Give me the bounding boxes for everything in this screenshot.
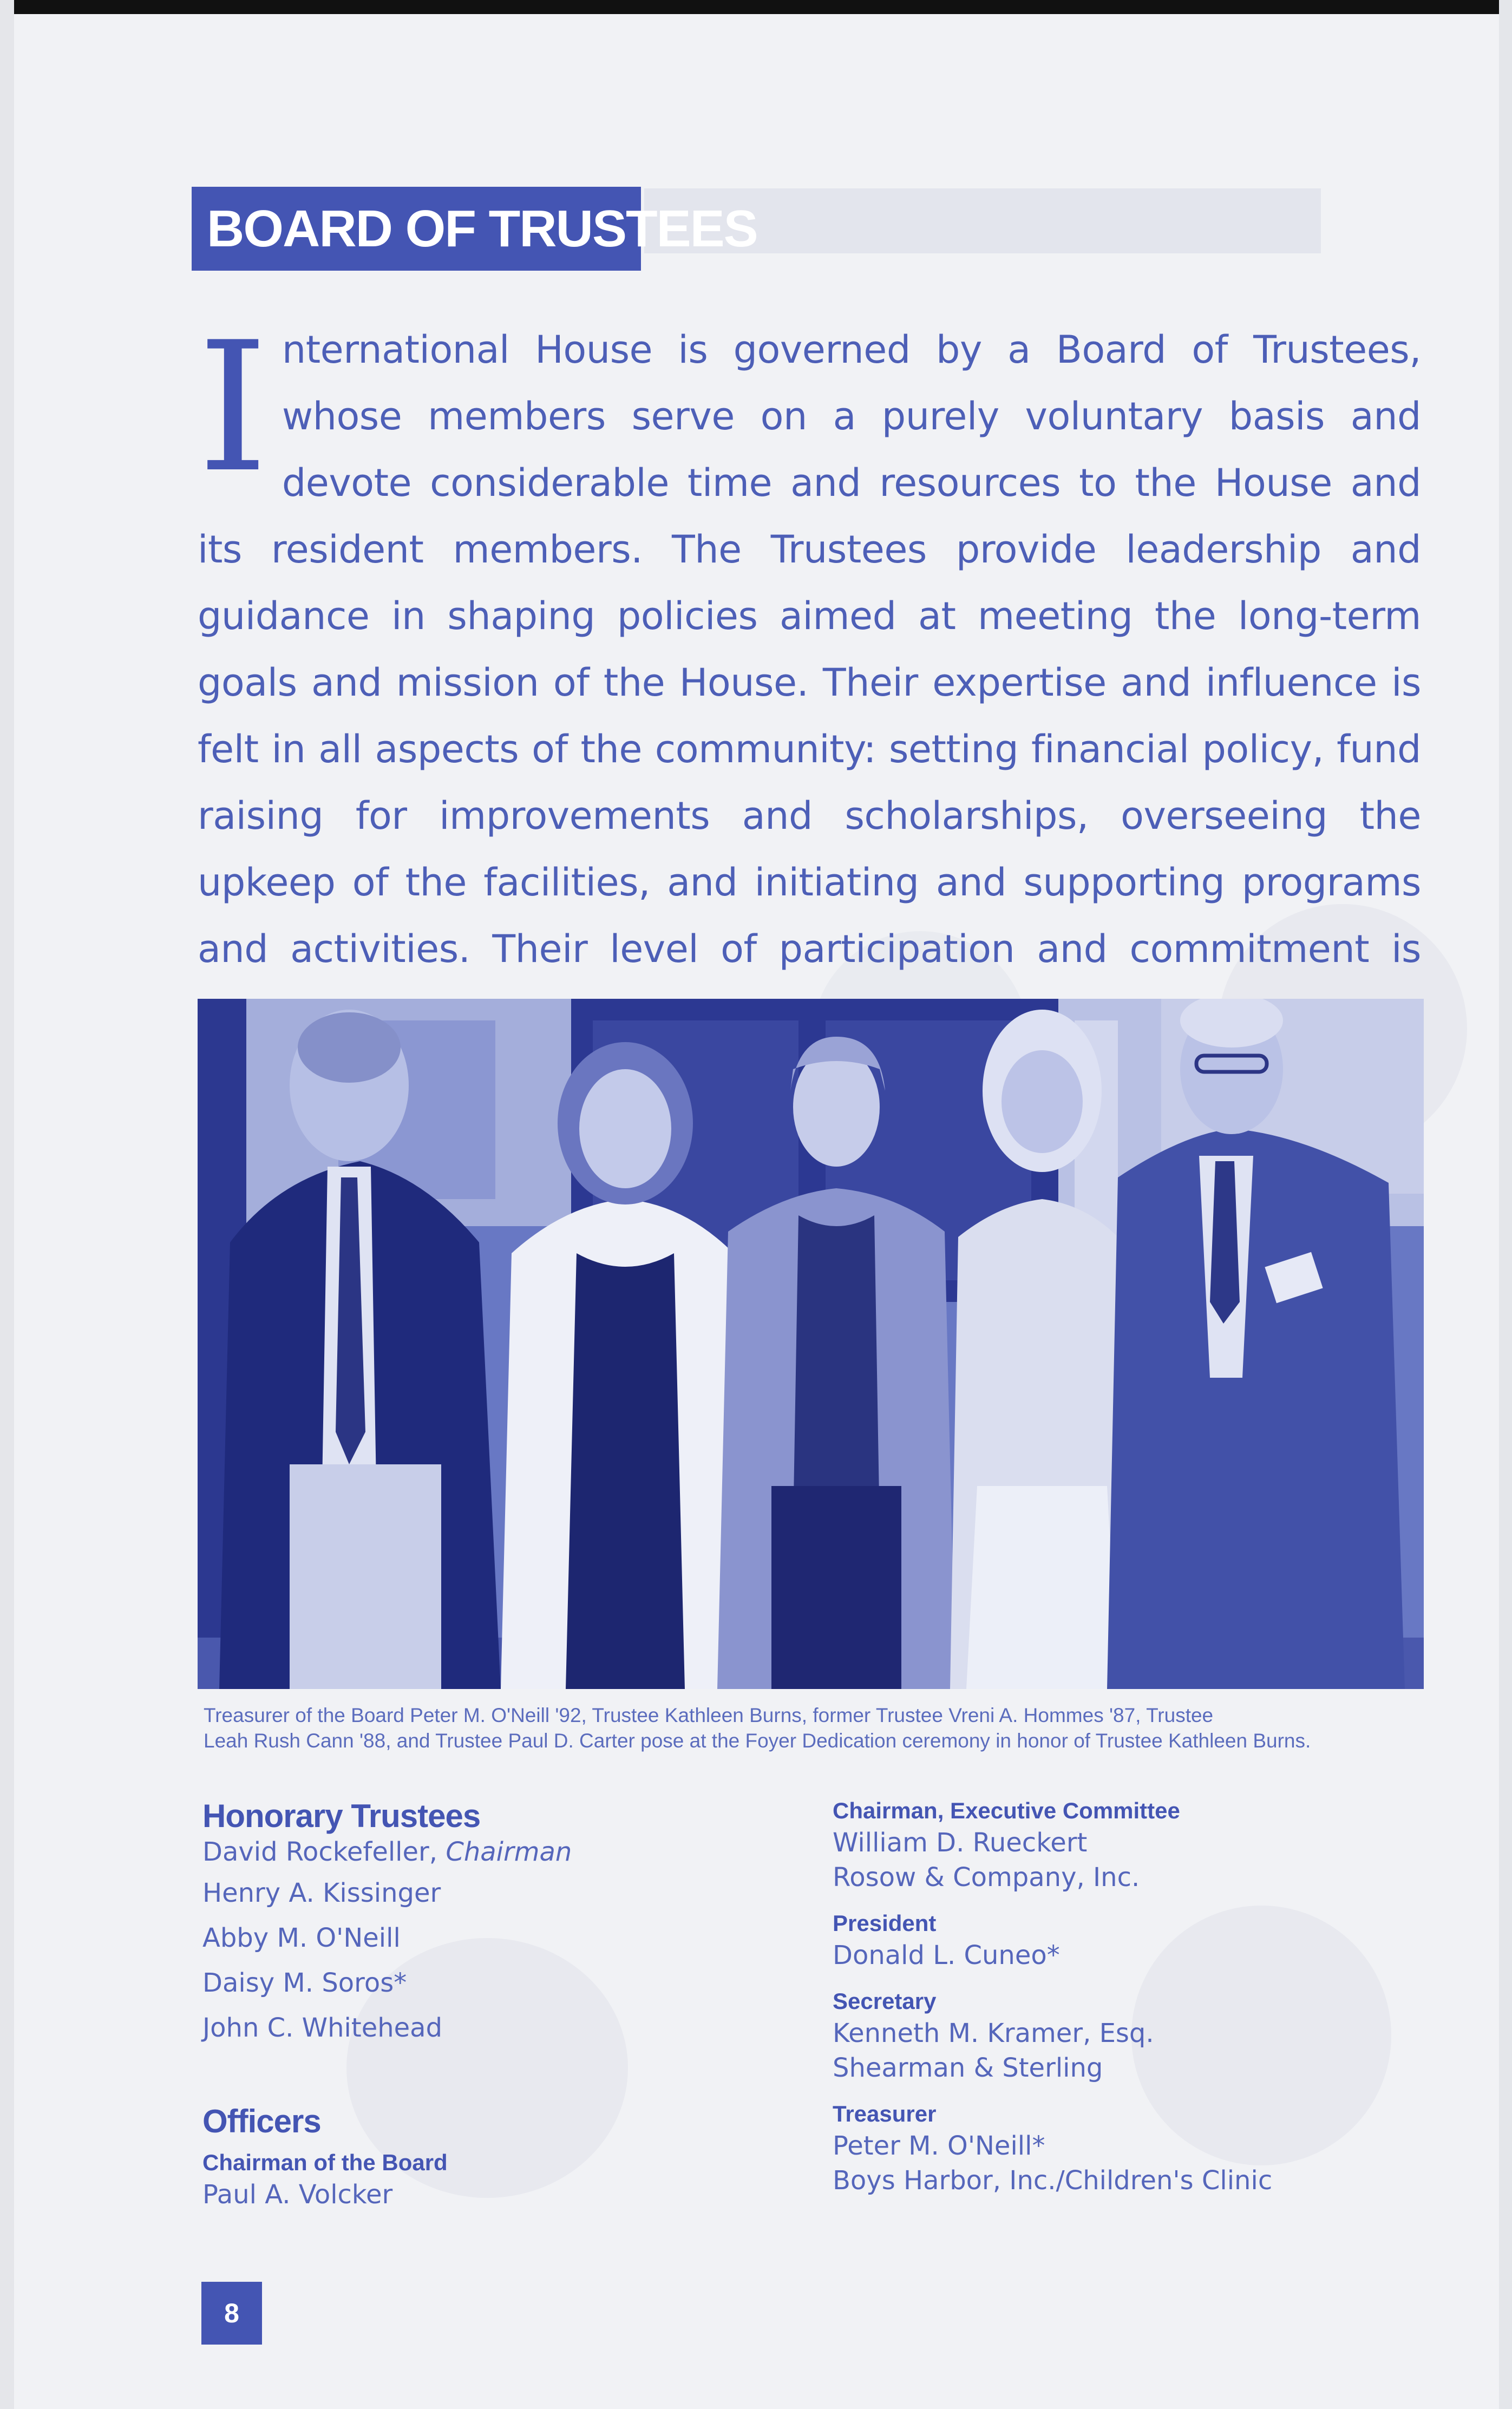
honorary-trustees-heading: Honorary Trustees: [202, 1798, 481, 1834]
intro-text: nternational House is governed by a Board of Trustees, whose members serve on a purely voluntary basis and devote considerable time and resources to the House and its resident members. The Trustees provide leadership and guidance in shaping policies aimed at meeting the long-term goals and mission of the House. Their expertise and influence is felt in all aspects of the community: setting financial policy, fund raising for improvements and scholarships, overseeing the upkeep of the facilities, and initiating and supporting programs and activities. Their level of participation and commitment is: [198, 328, 1421, 971]
left-column: [202, 1797, 798, 2212]
group-photo: [198, 999, 1424, 1689]
treasurer-label: Treasurer: [833, 2101, 937, 2126]
page-number: [201, 2282, 262, 2345]
officers-heading: Officers: [202, 2103, 321, 2139]
honorary-trustee: Daisy M. Soros*: [202, 1968, 407, 1998]
president-name: Donald L. Cuneo*: [833, 1940, 1060, 1971]
drop-cap: I: [198, 304, 268, 512]
chairman-of-board-name: Paul A. Volcker: [202, 2179, 393, 2210]
treasurer-name: Peter M. O'Neill*: [833, 2131, 1045, 2161]
honorary-trustee: John C. Whitehead: [202, 2013, 443, 2043]
treasurer-org: Boys Harbor, Inc./Children's Clinic: [833, 2165, 1273, 2196]
exec-committee-name: William D. Rueckert: [833, 1828, 1088, 1858]
page-title: BOARD OF TRUSTEES: [207, 199, 757, 258]
president-label: President: [833, 1910, 937, 1936]
secretary-name: Kenneth M. Kramer, Esq.: [833, 2018, 1154, 2048]
honorary-chairman-title: Chairman: [446, 1837, 572, 1867]
section-title-banner: [192, 187, 757, 271]
honorary-chairman-name: David Rockefeller,: [202, 1837, 438, 1867]
honorary-trustee: Abby M. O'Neill: [202, 1923, 401, 1953]
honorary-trustees-list: [202, 1871, 798, 2051]
right-column: [833, 1796, 1428, 2198]
caption-line-1: Treasurer of the Board Peter M. O'Neill '92, Trustee Kathleen Burns, former Trustee Vreni A. Hommes '87, Trustee: [204, 1704, 1214, 1726]
honorary-chairman: [202, 1835, 798, 1869]
caption-line-2: Leah Rush Cann '88, and Trustee Paul D. Carter pose at the Foyer Dedication ceremony in honor of Trustee Kathleen Burns.: [204, 1730, 1311, 1752]
exec-committee-org: Rosow & Company, Inc.: [833, 1862, 1140, 1893]
secretary-org: Shearman & Sterling: [833, 2053, 1103, 2083]
page-number-text: 8: [224, 2298, 239, 2328]
secretary-label: Secretary: [833, 1988, 937, 2014]
intro-paragraph: [198, 304, 1421, 1049]
honorary-trustee: Henry A. Kissinger: [202, 1878, 441, 1908]
exec-committee-label: Chairman, Executive Committee: [833, 1798, 1180, 1823]
chairman-of-board-label: Chairman of the Board: [202, 2150, 448, 2175]
photo-caption: [204, 1703, 1422, 1753]
